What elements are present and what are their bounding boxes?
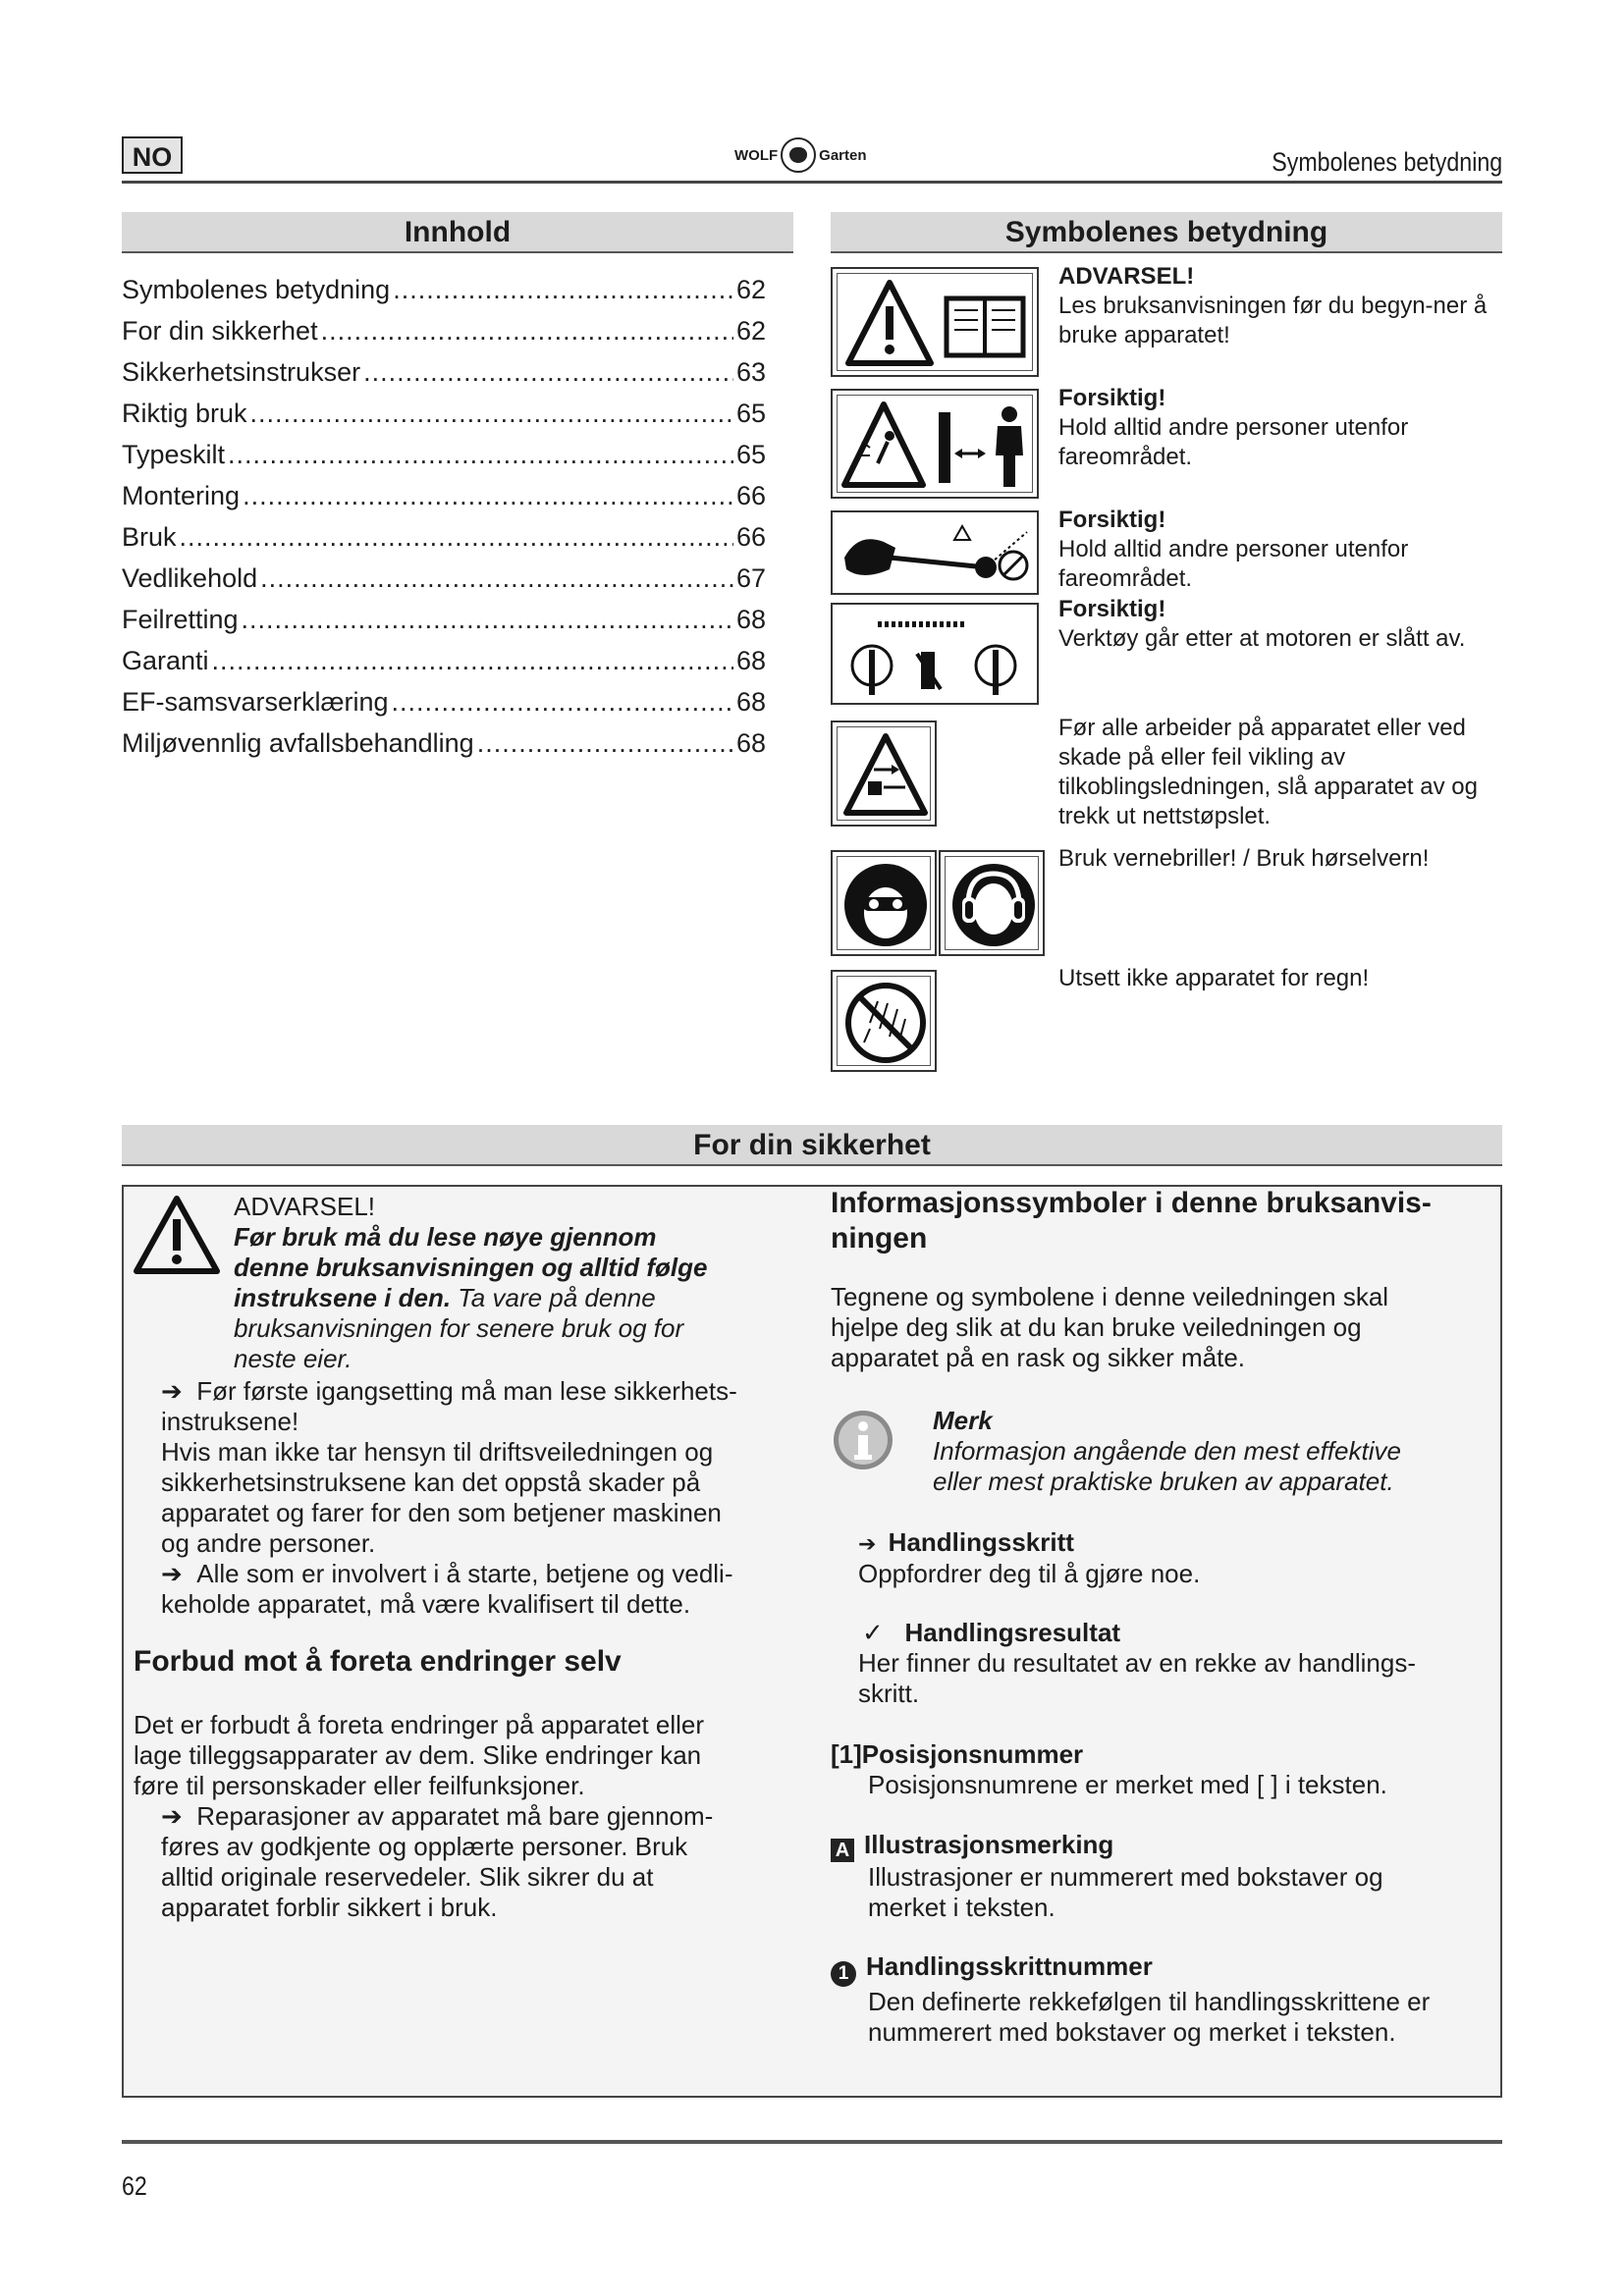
illustration-marking-line-1: Illustrasjoner er nummerert med bokstaver og [868, 1862, 1383, 1892]
toc-leader-dots [180, 522, 733, 553]
header-section-title: Symbolenes betydning [1272, 147, 1502, 177]
arrow-icon: ➔ [161, 1801, 197, 1831]
toc-entry-label: Riktig bruk [122, 399, 247, 428]
symbol-5-text [1058, 714, 1510, 831]
toc-entry[interactable] [122, 563, 766, 594]
brand-logo [734, 133, 867, 178]
toc-entry-page: 62 [735, 316, 766, 346]
info-line-2: hjelpe deg slik at du kan bruke veiledningen og [831, 1312, 1362, 1342]
toc-entry-label: For din sikkerhet [122, 316, 318, 346]
para-1-line-3: apparatet og farer for den som betjener maskinen [161, 1498, 722, 1527]
symbol-2-description: Hold alltid andre personer utenfor fareområdet. [1058, 414, 1409, 470]
footer-divider [122, 2140, 1502, 2144]
info-intro [831, 1282, 1498, 1373]
illustration-letter-badge: A [831, 1839, 854, 1862]
toc-entry-page: 65 [735, 399, 766, 428]
symbol-7-description: Utsett ikke apparatet for regn! [1058, 965, 1370, 991]
warning-block [234, 1192, 813, 1374]
toc-entry-page: 65 [735, 440, 766, 469]
checkmark-icon: ✓ [862, 1618, 905, 1647]
toc-leader-dots [212, 646, 733, 676]
toc-leader-dots [363, 357, 733, 388]
symbol-2-text [1058, 384, 1510, 472]
symbol-ear-protection [939, 850, 1045, 956]
bullet-2-line-2: keholde apparatet, må være kvalifisert til dette. [161, 1589, 691, 1619]
action-result-line-2: skritt. [858, 1679, 920, 1708]
symbol-5-description: Før alle arbeider på apparatet eller ved skade på eller feil vikling av tilkoblingsledningen, slå apparatet av og trekk ut nettstøpslet. [1058, 715, 1478, 829]
action-result-block [858, 1618, 1502, 1709]
toc-entry[interactable] [122, 728, 766, 759]
info-line-3: apparatet på en rask og sikker måte. [831, 1343, 1246, 1372]
bullet-3-line-2: føres av godkjente og opplærte personer. Bruk [161, 1832, 688, 1861]
symbol-keep-distance [831, 389, 1039, 499]
toc-title: Innhold [122, 212, 793, 253]
warning-keep-3: neste eier. [234, 1344, 352, 1373]
toc-leader-dots [243, 481, 733, 511]
note-line-1: Informasjon angående den mest effektive [933, 1436, 1401, 1466]
warning-keep-1: Ta vare på denne [451, 1283, 656, 1312]
bullet-1-line-2: instruksene! [161, 1407, 299, 1436]
toc-entry-page: 62 [735, 275, 766, 304]
symbol-4-heading: Forsiktig! [1058, 596, 1166, 622]
toc-entry[interactable] [122, 646, 766, 676]
symbol-3-heading: Forsiktig! [1058, 507, 1166, 533]
logo-text-wolf: WOLF [734, 146, 779, 164]
symbol-2-heading: Forsiktig! [1058, 385, 1166, 411]
toc-entry[interactable] [122, 440, 766, 470]
toc-entry[interactable] [122, 399, 766, 429]
forbud-line-1: Det er forbudt å foreta endringer på apparatet eller [134, 1710, 705, 1739]
forbud-heading: Forbud mot å foreta endringer selv [134, 1645, 622, 1678]
logo-text-garten: Garten [819, 146, 867, 164]
symbol-6-text [1058, 844, 1510, 874]
warning-and-manual-icon [840, 277, 1033, 371]
info-heading-line-2: ningen [831, 1222, 928, 1255]
forbud-line-2: lage tilleggsapparater av dem. Slike endringer kan [134, 1740, 702, 1770]
toc-entry-page: 63 [735, 357, 766, 387]
tool-runs-on-icon [839, 611, 1035, 701]
toc-entry-label: EF-samsvarserklæring [122, 687, 389, 717]
warning-keep-2: bruksanvisningen for senere bruk og for [234, 1313, 684, 1343]
symbol-1-text [1058, 262, 1510, 350]
arrow-icon: ➔ [161, 1376, 197, 1406]
bullet-3-line-4: apparatet forblir sikkert i bruk. [161, 1893, 498, 1922]
toc-entry-label: Bruk [122, 522, 177, 552]
step-number-heading: Handlingsskrittnummer [866, 1951, 1153, 1981]
page-number: 62 [122, 2171, 147, 2201]
toc-entry[interactable] [122, 687, 766, 718]
info-symbols-heading [831, 1186, 1498, 1256]
para-1-line-1: Hvis man ikke tar hensyn til driftsveiledningen og [161, 1437, 714, 1467]
para-1-line-2: sikkerhetsinstruksene kan det oppstå skader på [161, 1468, 701, 1497]
toc-leader-dots [393, 275, 733, 305]
toc-entry-label: Symbolenes betydning [122, 275, 391, 304]
bullet-3-line-1: Reparasjoner av apparatet må bare gjennom- [196, 1801, 714, 1831]
toc-leader-dots [228, 440, 733, 470]
toc-entry-page: 68 [735, 687, 766, 717]
info-icon [831, 1408, 895, 1472]
trimmer-icon [839, 518, 1035, 591]
toc-entry-page: 67 [735, 563, 766, 593]
note-heading: Merk [933, 1406, 993, 1435]
warning-heading: ADVARSEL! [234, 1192, 376, 1221]
toc-entry-page: 66 [735, 481, 766, 510]
unplug-warning-icon [840, 730, 931, 821]
step-number-badge: 1 [831, 1961, 856, 1987]
action-step-text: Oppfordrer deg til å gjøre noe. [858, 1559, 1201, 1588]
symbol-4-description: Verktøy går etter at motoren er slått av. [1058, 625, 1466, 652]
toc-leader-dots [321, 316, 733, 347]
symbol-trimmer [831, 510, 1039, 595]
info-line-1: Tegnene og symbolene i denne veiledningen skal [831, 1282, 1389, 1311]
toc-entry-label: Sikkerhetsinstrukser [122, 357, 361, 387]
header-divider [122, 181, 1502, 184]
toc-entry-label: Garanti [122, 646, 209, 675]
action-step-block [858, 1527, 1502, 1589]
symbol-tool-runs-on [831, 603, 1039, 705]
arrow-icon: ➔ [161, 1559, 197, 1588]
toc-entry[interactable] [122, 275, 766, 305]
action-result-line-1: Her finner du resultatet av en rekke av handlings- [858, 1648, 1416, 1678]
warning-line-3: instruksene i den. [234, 1283, 452, 1312]
ear-protection-icon [948, 860, 1039, 950]
symbol-goggles [831, 850, 937, 956]
symbol-read-manual [831, 267, 1039, 377]
toc-leader-dots [242, 605, 733, 635]
position-number-text: Posisjonsnumrene er merket med [ ] i teksten. [868, 1770, 1387, 1799]
forbud-line-3: føre til personskader eller feilfunksjoner. [134, 1771, 585, 1800]
action-result-heading: Handlingsresultat [904, 1618, 1121, 1647]
wolf-head-icon [781, 137, 816, 173]
para-1-line-4: og andre personer. [161, 1528, 376, 1558]
toc-leader-dots [250, 399, 733, 429]
language-badge: NO [122, 136, 183, 174]
action-step-heading: Handlingsskritt [888, 1527, 1074, 1557]
no-rain-icon [840, 980, 931, 1066]
thrown-objects-distance-icon [840, 399, 1033, 493]
toc-entry-page: 68 [735, 605, 766, 634]
symbol-no-rain [831, 970, 937, 1072]
arrow-icon: ➔ [858, 1531, 889, 1556]
symbol-3-description: Hold alltid andre personer utenfor fareområdet. [1058, 536, 1409, 592]
bullet-3-line-3: alltid originale reservedeler. Slik sikrer du at [161, 1862, 654, 1892]
toc-leader-dots [477, 728, 733, 759]
toc-entry-label: Vedlikehold [122, 563, 258, 593]
warning-line-1: Før bruk må du lese nøye gjennom [234, 1222, 657, 1252]
toc-entry[interactable] [122, 481, 766, 511]
position-number-block [831, 1739, 1502, 1800]
symbol-3-text [1058, 506, 1510, 594]
warning-triangle-icon [132, 1194, 222, 1276]
toc-leader-dots [392, 687, 733, 718]
illustration-marking-block [831, 1830, 1502, 1923]
symbol-1-description: Les bruksanvisningen før du begyn-ner å bruke apparatet! [1058, 293, 1488, 348]
toc-entry[interactable] [122, 316, 766, 347]
toc-entry-label: Montering [122, 481, 241, 510]
illustration-marking-heading: Illustrasjonsmerking [864, 1830, 1114, 1859]
info-heading-line-1: Informasjonssymboler i denne bruksanvis- [831, 1187, 1432, 1219]
bullet-1-line-1: Før første igangsetting må man lese sikkerhets- [196, 1376, 737, 1406]
toc-entry[interactable] [122, 605, 766, 635]
symbol-1-heading: ADVARSEL! [1058, 263, 1195, 290]
toc-entry-label: Feilretting [122, 605, 239, 634]
symbol-6-description: Bruk vernebriller! / Bruk hørselvern! [1058, 845, 1430, 872]
toc-entry-label: Typeskilt [122, 440, 226, 469]
warning-line-2: denne bruksanvisningen og alltid følge [234, 1253, 708, 1282]
forbud-text [134, 1710, 821, 1923]
toc-entry-page: 66 [735, 522, 766, 552]
symbol-unplug [831, 721, 937, 827]
position-number-heading: [1]Posisjonsnummer [831, 1739, 1084, 1769]
bullet-2-line-1: Alle som er involvert i å starte, betjene og vedli- [196, 1559, 733, 1588]
toc-entry-page: 68 [735, 646, 766, 675]
safety-instructions [161, 1376, 829, 1620]
toc-entry-page: 68 [735, 728, 766, 758]
safety-title: For din sikkerhet [122, 1125, 1502, 1166]
toc-entry[interactable] [122, 522, 766, 553]
symbols-title: Symbolenes betydning [831, 212, 1502, 253]
symbol-7-text [1058, 964, 1510, 993]
toc-entry-label: Miljøvennlig avfallsbehandling [122, 728, 474, 758]
toc-leader-dots [260, 563, 733, 594]
toc-entry[interactable] [122, 357, 766, 388]
safety-goggles-icon [840, 860, 931, 950]
step-number-line-1: Den definerte rekkefølgen til handlingsskrittene er [868, 1987, 1431, 2016]
step-number-line-2: nummerert med bokstaver og merket i teksten. [868, 2017, 1396, 2047]
note-line-2: eller mest praktiske bruken av apparatet. [933, 1467, 1394, 1496]
note-block [933, 1406, 1502, 1497]
illustration-marking-line-2: merket i teksten. [868, 1893, 1056, 1922]
symbol-4-text [1058, 595, 1510, 654]
step-number-block [831, 1951, 1502, 2048]
